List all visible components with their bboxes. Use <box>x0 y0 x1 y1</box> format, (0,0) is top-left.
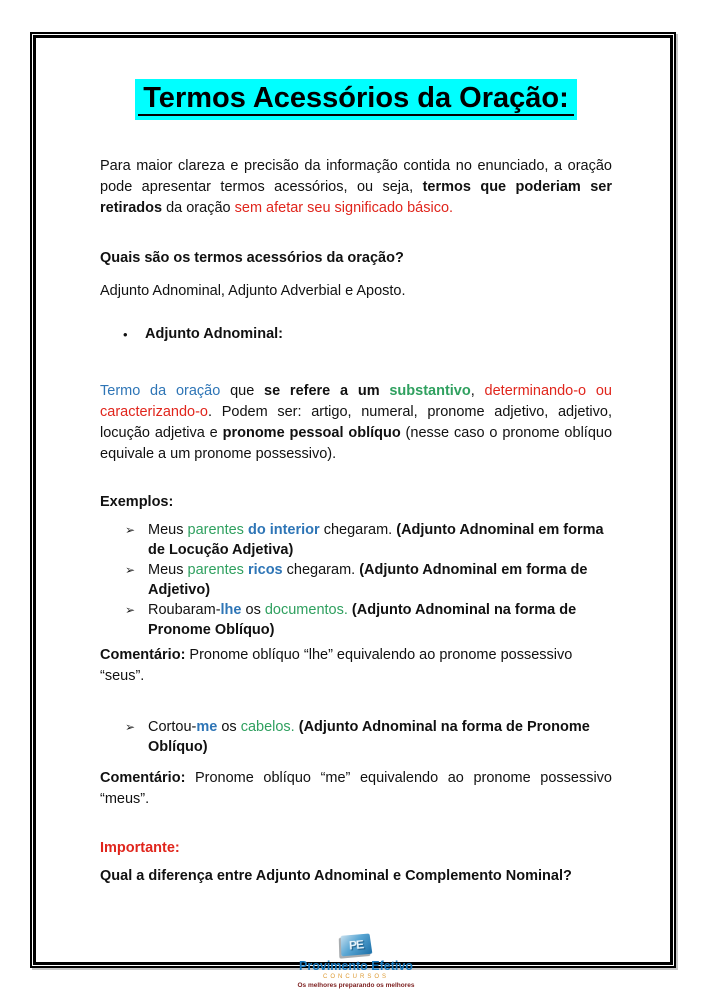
intro-paragraph <box>100 156 612 219</box>
text-run: se refere a um <box>264 383 390 399</box>
logo-subtitle: CONCURSOS <box>322 974 389 980</box>
examples-list <box>100 520 612 640</box>
answer-line: Adjunto Adnominal, Adjunto Adverbial e Aposto. <box>100 283 406 299</box>
text-run: determinando-o ou caracterizando-o <box>100 383 612 420</box>
text-run: Pronome oblíquo “me” equivalendo ao pronome possessivo “meus”. <box>100 770 612 807</box>
text-run: (Adjunto Adnominal em forma de Locução Adjetiva) <box>148 522 604 558</box>
difference-question: Qual a diferença entre Adjunto Adnominal e Complemento Nominal? <box>100 868 572 884</box>
text-run: Meus <box>148 522 188 538</box>
example-item <box>100 560 612 600</box>
important-label: Importante: <box>100 840 180 856</box>
example-item <box>100 717 612 757</box>
arrow-bullet-icon: ➢ <box>125 720 136 734</box>
text-run: Meus <box>148 562 188 578</box>
text-run: substantivo <box>389 383 471 399</box>
footer-logo <box>100 934 612 989</box>
text-run: Pronome oblíquo “lhe” equivalendo ao pronome possessivo “seus”. <box>100 647 573 684</box>
text-run: parentes <box>187 522 244 538</box>
text-run: cabelos. <box>240 719 295 735</box>
arrow-bullet-icon: ➢ <box>125 563 136 577</box>
text-run: pronome pessoal oblíquo <box>222 425 401 441</box>
example-text <box>148 717 612 757</box>
text-run: (Adjunto Adnominal na forma de Pronome Oblíquo) <box>148 602 577 638</box>
question-heading: Quais são os termos acessórios da oração? <box>100 250 404 266</box>
text-run: do interior <box>247 522 320 538</box>
bullet-item-label: Adjunto Adnominal: <box>145 326 283 342</box>
text-run: chegaram. <box>319 522 397 538</box>
document-content <box>100 37 612 989</box>
logo-monogram-text: PE <box>348 937 364 953</box>
text-run: , <box>470 383 485 399</box>
text-run: os <box>241 602 265 618</box>
text-run: ricos <box>247 562 283 578</box>
title-row <box>100 79 612 120</box>
arrow-bullet-icon: ➢ <box>125 523 136 537</box>
logo-tagline: Os melhores preparando os melhores <box>297 982 415 989</box>
text-run: os <box>217 719 241 735</box>
text-run: Termo da oração <box>100 383 221 399</box>
example-item <box>100 520 612 560</box>
text-run: da oração <box>162 200 235 216</box>
definition-paragraph <box>100 381 612 465</box>
examples-list-2 <box>100 717 612 757</box>
text-run: documentos. <box>264 602 348 618</box>
comment-paragraph <box>100 645 612 687</box>
bullet-icon: • <box>123 327 128 342</box>
text-run: Cortou- <box>148 719 197 735</box>
text-run: que <box>220 383 265 399</box>
examples-heading: Exemplos: <box>100 494 174 510</box>
example-text <box>148 600 612 640</box>
text-run: termos que poderiam ser retirados <box>100 179 613 216</box>
text-run: Para maior clareza e precisão da informação contida no enunciado, a oração pode apresentar termos acessórios, ou seja, <box>100 158 612 195</box>
text-run: me <box>196 719 218 735</box>
example-text <box>148 560 612 600</box>
text-run: chegaram. <box>282 562 360 578</box>
comment-paragraph-2 <box>100 768 612 810</box>
text-run: (nesse caso o pronome oblíquo equivale a um pronome possessivo). <box>100 425 613 462</box>
logo-monogram-icon <box>341 934 373 957</box>
text-run: Roubaram- <box>148 602 221 618</box>
example-item <box>100 600 612 640</box>
arrow-bullet-icon: ➢ <box>125 603 136 617</box>
page-title: Termos Acessórios da Oração: <box>135 79 577 120</box>
logo-brand-name: Provimento Efetivo <box>299 959 413 973</box>
text-run: parentes <box>187 562 244 578</box>
text-run: Comentário: <box>100 770 186 786</box>
bullet-item-adjunto-adnominal <box>100 324 612 345</box>
text-run: Comentário: <box>100 647 186 663</box>
text-run: (Adjunto Adnominal em forma de Adjetivo) <box>148 562 588 598</box>
text-run: sem afetar seu significado básico. <box>234 200 454 216</box>
text-run: (Adjunto Adnominal na forma de Pronome Oblíquo) <box>148 719 590 755</box>
example-text <box>148 520 612 560</box>
text-run: . Podem ser: artigo, numeral, pronome adjetivo, adjetivo, locução adjetiva e <box>100 404 612 441</box>
text-run: lhe <box>220 602 242 618</box>
